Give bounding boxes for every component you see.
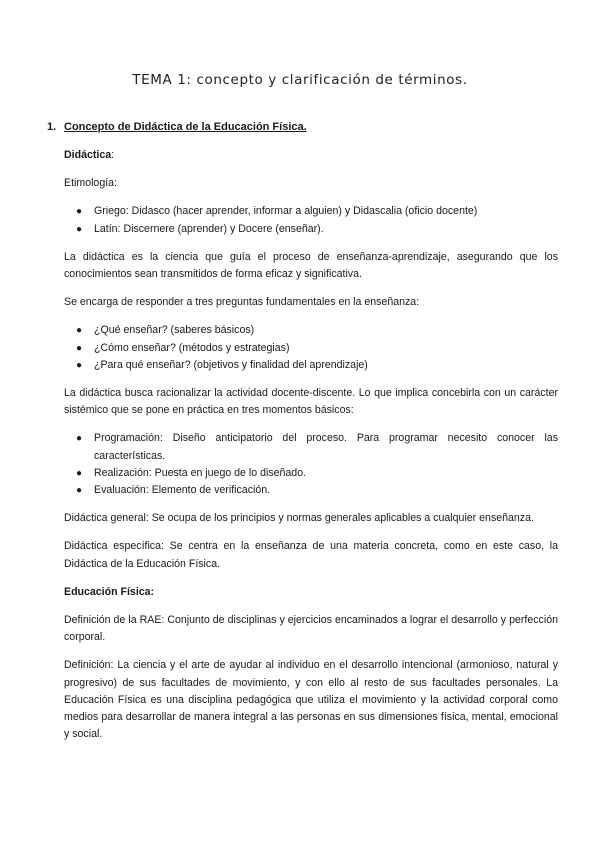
list-item: [76, 357, 558, 374]
list-item: [76, 203, 558, 220]
moments-list: [64, 430, 558, 499]
list-item-text: ¿Qué enseñar? (saberes básicos): [94, 324, 255, 337]
didactica-heading: [64, 147, 558, 164]
list-item: [76, 430, 558, 464]
section-heading-text: Concepto de Didáctica de la Educación Física.: [64, 121, 307, 133]
list-item: [76, 221, 558, 238]
list-item: [76, 322, 558, 339]
moments-intro: La didáctica busca racionalizar la actividad docente-discente. Lo que implica concebirla con un carácter sistémico que se pone en práctica en tres momentos básicos:: [64, 387, 558, 417]
ef-definition: Definición: La ciencia y el arte de ayudar al individuo en el desarrollo intencional (armonioso, natural y progresivo) de sus facultades de movimiento, y con ello al resto de sus facultades personales. La Educación Física es una disciplina pedagógica que utiliza el movimiento y la actividad corporal como medios para desarrollar de manera integral a las personas en sus dimensiones física, mental, emocional y social.: [64, 659, 558, 741]
bullet-icon: ●: [76, 485, 83, 497]
bullet-icon: ●: [76, 206, 83, 218]
list-item-text: Griego: Didasco (hacer aprender, informar a alguien) y Didascalia (oficio docente): [94, 205, 478, 218]
document-content: [47, 120, 558, 754]
didactica-colon: :: [111, 149, 115, 161]
etimologia-list: [64, 203, 558, 237]
section-number: 1.: [47, 121, 57, 133]
list-item: [76, 465, 558, 482]
didactica-especifica: Didáctica específica: Se centra en la enseñanza de una materia concreta, como en este caso, la Didáctica de la Educación Física.: [64, 540, 558, 570]
list-item: [76, 482, 558, 499]
bullet-icon: ●: [76, 342, 83, 354]
rae-definition: Definición de la RAE: Conjunto de disciplinas y ejercicios encaminados a lograr el desarrollo y perfección corporal.: [64, 614, 558, 644]
bullet-icon: ●: [76, 325, 83, 337]
section-heading: [47, 120, 558, 134]
list-item-text: ¿Cómo enseñar? (métodos y estrategias): [94, 341, 290, 354]
list-item-text: Latín: Discernere (aprender) y Docere (enseñar).: [94, 222, 324, 235]
didactica-definition: La didáctica es la ciencia que guía el proceso de enseñanza-aprendizaje, asegurando que los conocimientos sean transmitidos de forma eficaz y significativa.: [64, 250, 558, 281]
bullet-icon: ●: [76, 433, 83, 445]
bullet-icon: ●: [76, 359, 83, 371]
list-item: [76, 340, 558, 357]
didactica-general: Didáctica general: Se ocupa de los principios y normas generales aplicables a cualquier enseñanza.: [64, 512, 534, 525]
list-item-text: Programación: Diseño anticipatorio del proceso. Para programar necesito conocer las características.: [94, 432, 558, 462]
bullet-icon: ●: [76, 467, 83, 479]
list-item-text: ¿Para qué enseñar? (objetivos y finalidad del aprendizaje): [94, 358, 368, 371]
educacion-fisica-label: Educación Física:: [64, 585, 155, 598]
etimologia-label: Etimología:: [64, 177, 117, 190]
list-item-text: Evaluación: Elemento de verificación.: [94, 484, 271, 497]
didactica-label: Didáctica: [64, 149, 112, 161]
list-item-text: Realización: Puesta en juego de lo diseñado.: [94, 466, 307, 479]
document-title: TEMA 1: concepto y clarificación de términos.: [132, 72, 468, 88]
bullet-icon: ●: [76, 223, 83, 235]
questions-list: [64, 322, 558, 374]
questions-intro: Se encarga de responder a tres preguntas fundamentales en la enseñanza:: [64, 296, 420, 309]
